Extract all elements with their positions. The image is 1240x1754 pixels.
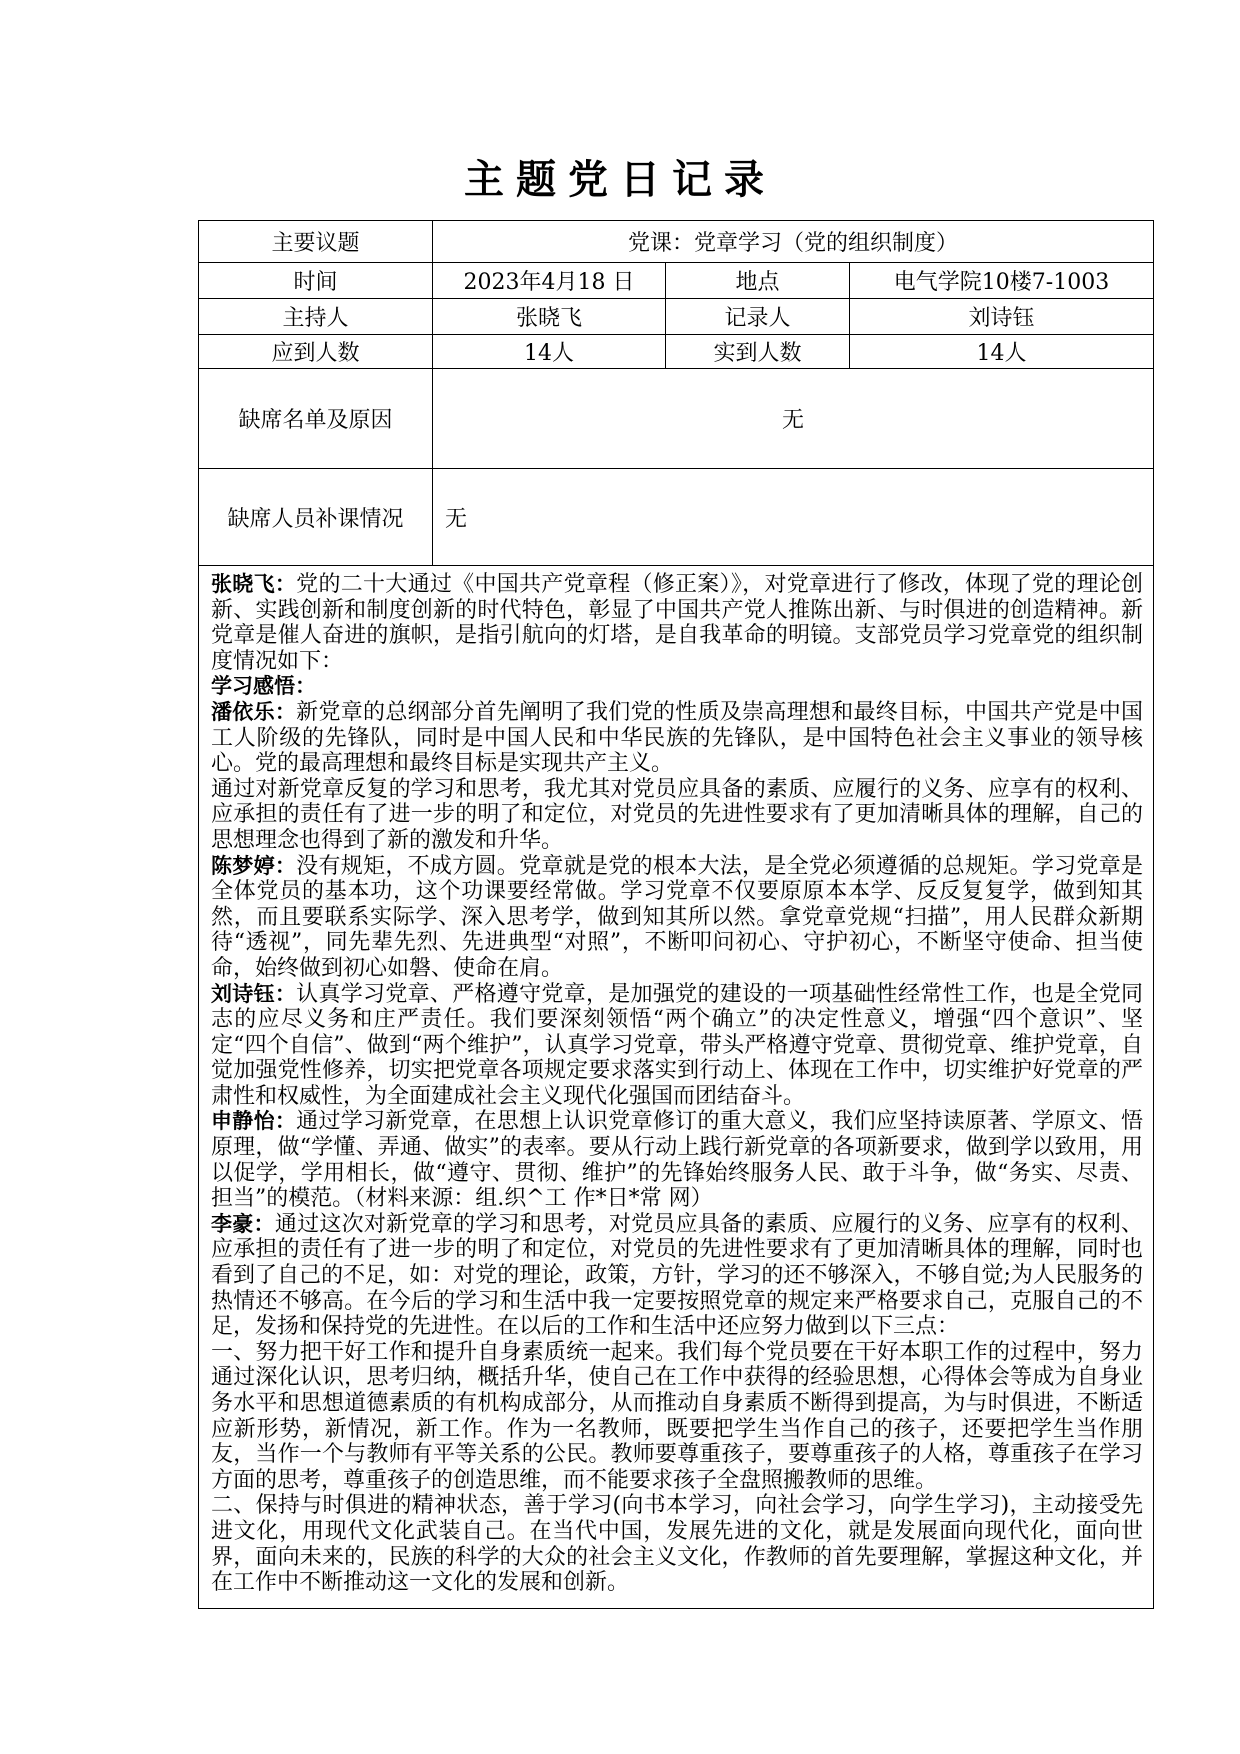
recorder-label: 记录人 <box>666 299 850 335</box>
reflection-paragraph <box>211 854 1143 982</box>
attendance-row <box>199 335 1154 369</box>
intro-text: 党的二十大通过《中国共产党章程（修正案）》，对党章进行了修改，体现了党的理论创新、实践创新和制度创新的时代特色，彰显了中国共产党人推陈出新、与时俱进的创造精神。新党章是催人奋进的旗帜，是指引航向的灯塔，是自我革命的明镜。支部党员学习党章党的组织制度情况如下： <box>211 572 1144 674</box>
reflection-paragraph <box>211 700 1143 777</box>
speaker-name: 陈梦婷： <box>211 853 297 878</box>
reflection-paragraph <box>211 1212 1143 1340</box>
speaker-name: 潘依乐： <box>211 699 297 724</box>
reflection-paragraph: 一、努力把干好工作和提升自身素质统一起来。我们每个党员要在干好本职工作的过程中，努力通过深化认识，思考归纳，概括升华，使自己在工作中获得的经验思想，心得体会等成为自身业务水平和思想道德素质的有机构成部分，从而推动自身素质不断得到提高，为与时俱进，不断适应新形势，新情况，新工作。作为一名教师，既要把学生当作自己的孩子，还要把学生当作朋友，当作一个与教师有平等关系的公民。教师要尊重孩子，要尊重孩子的人格，尊重孩子在学习方面的思考，尊重孩子的创造思维，而不能要求孩子全盘照搬教师的思维。 <box>211 1339 1144 1493</box>
speaker-name: 申静怡： <box>211 1109 297 1134</box>
record-content <box>199 566 1154 1609</box>
host-label: 主持人 <box>199 299 433 335</box>
page-title: 主题党日记录 <box>464 156 776 203</box>
place-label: 地点 <box>666 263 850 299</box>
section-heading <box>211 674 1143 700</box>
reflection-paragraph: 二、保持与时俱进的精神状态，善于学习(向书本学习，向社会学习，向学生学习)，主动接受先进文化，用现代文化武装自己。在当代中国，发展先进的文化，就是发展面向现代化，面向世界，面向未来的，民族的科学的大众的社会主义文化，作教师的首先要理解，掌握这种文化，并在工作中不断推动这一文化的发展和创新。 <box>211 1493 1144 1596</box>
section-heading-text: 学习感悟： <box>211 674 316 699</box>
reflection-text: 认真学习党章、严格遵守党章，是加强党的建设的一项基础性经常性工作，也是全党同志的应尽义务和庄严责任。我们要深刻领悟“两个确立”的决定性意义，增强“四个意识”、坚定“四个自信”、做到“两个维护”，认真学习党章，带头严格遵守党章、贯彻党章、维护党章，自觉加强党性修养，切实把党章各项规定要求落实到行动上、体现在工作中，切实维护好党章的严肃性和权威性，为全面建成社会主义现代化强国而团结奋斗。 <box>211 981 1144 1109</box>
time-label: 时间 <box>199 263 433 299</box>
content-row <box>199 566 1154 1609</box>
reflection-paragraph <box>211 1109 1143 1211</box>
actual-value: 14人 <box>850 335 1154 369</box>
host-value: 张晓飞 <box>433 299 666 335</box>
topic-value: 党课：党章学习（党的组织制度） <box>433 221 1154 263</box>
speaker-name: 刘诗钰： <box>211 981 297 1006</box>
time-row <box>199 263 1154 299</box>
absent-value: 无 <box>433 369 1154 469</box>
reflection-paragraph <box>211 982 1143 1110</box>
absent-row <box>199 369 1154 469</box>
makeup-row <box>199 469 1154 566</box>
reflection-text: 通过这次对新党章的学习和思考，对党员应具备的素质、应履行的义务、应享有的权利、应承担的责任有了进一步的明了和定位，对党员的先进性要求有了更加清晰具体的理解，同时也看到了自己的不足，如：对党的理论，政策，方针，学习的还不够深入，不够自觉;为人民服务的热情还不够高。在今后的学习和生活中我一定要按照党章的规定来严格要求自己，克服自己的不足，发扬和保持党的先进性。在以后的工作和生活中还应努力做到以下三点： <box>211 1211 1144 1340</box>
expected-label: 应到人数 <box>199 335 433 369</box>
expected-value: 14人 <box>433 335 666 369</box>
record-table <box>198 220 1154 1609</box>
topic-row <box>199 221 1154 263</box>
topic-label: 主要议题 <box>199 221 433 263</box>
actual-label: 实到人数 <box>666 335 850 369</box>
reflection-paragraph: 通过对新党章反复的学习和思考，我尤其对党员应具备的素质、应履行的义务、应享有的权利、应承担的责任有了进一步的明了和定位，对党员的先进性要求有了更加清晰具体的理解，自己的思想理念也得到了新的激发和升华。 <box>211 776 1144 853</box>
reflection-text: 通过学习新党章，在思想上认识党章修订的重大意义，我们应坚持读原著、学原文、悟原理，做“学懂、弄通、做实”的表率。要从行动上践行新党章的各项新要求，做到学以致用，用以促学，学用相长，做“遵守、贯彻、维护”的先锋始终服务人民、敢于斗争，做“务实、尽责、担当”的模范。（材料来源：组.织^工 作*日*常 网） <box>211 1109 1144 1212</box>
speaker-name: 李豪： <box>211 1211 275 1236</box>
recorder-value: 刘诗钰 <box>850 299 1154 335</box>
absent-label: 缺席名单及原因 <box>199 369 433 469</box>
speaker-name: 张晓飞： <box>211 572 297 596</box>
intro-paragraph <box>211 572 1143 674</box>
makeup-label: 缺席人员补课情况 <box>199 469 433 566</box>
host-row <box>199 299 1154 335</box>
reflection-text: 新党章的总纲部分首先阐明了我们党的性质及崇高理想和最终目标，中国共产党是中国工人阶级的先锋队，同时是中国人民和中华民族的先锋队，是中国特色社会主义事业的领导核心。党的最高理想和最终目标是实现共产主义。 <box>211 699 1144 777</box>
time-value: 2023年4月18 日 <box>433 263 666 299</box>
makeup-value: 无 <box>433 469 1154 566</box>
reflection-text: 没有规矩，不成方圆。党章就是党的根本大法，是全党必须遵循的总规矩。学习党章是全体党员的基本功，这个功课要经常做。学习党章不仅要原原本本学、反反复复学，做到知其然，而且要联系实际学、深入思考学，做到知其所以然。拿党章党规“扫描”，用人民群众新期待“透视”，同先辈先烈、先进典型“对照”，不断叩问初心、守护初心，不断坚守使命、担当使命，始终做到初心如磐、使命在肩。 <box>211 853 1144 981</box>
place-value: 电气学院10楼7-1003 <box>850 263 1154 299</box>
